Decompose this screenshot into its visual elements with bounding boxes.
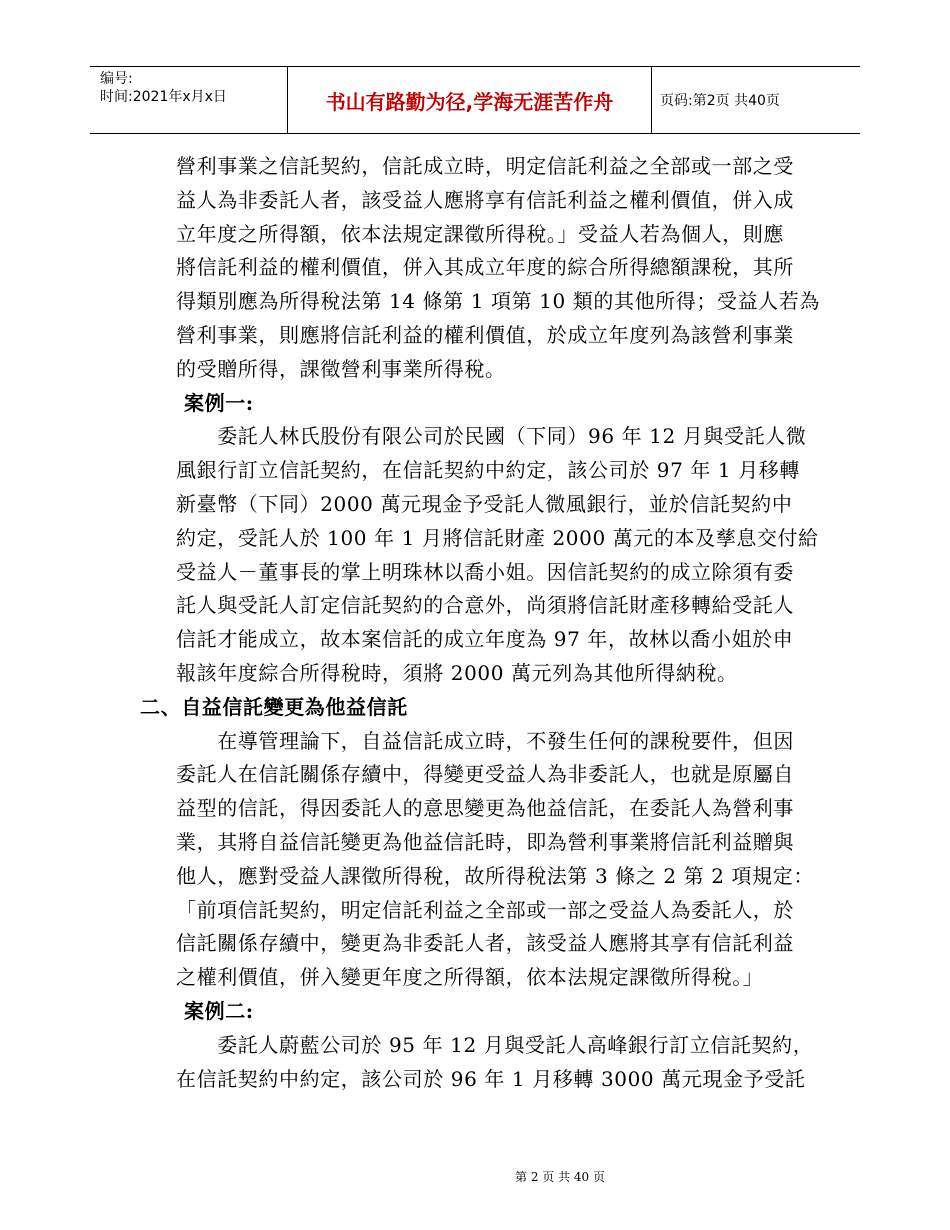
body-line: 在信託契約中約定，該公司於 96 年 1 月移轉 3000 萬元現金予受託 bbox=[176, 1066, 806, 1091]
body-line: 得類別應為所得稅法第 14 條第 1 項第 10 類的其他所得；受益人若為 bbox=[176, 289, 820, 314]
page-header bbox=[90, 66, 860, 134]
number-label: 编号: bbox=[100, 71, 133, 87]
body-line: 新臺幣（下同）2000 萬元現金予受託人微風銀行，並於信託契約中 bbox=[176, 491, 793, 516]
body-line: 之權利價值，併入變更年度之所得額，依本法規定課徵所得稅。」 bbox=[176, 965, 764, 990]
body-line: 信託關係存續中，變更為非委託人者，該受益人應將其享有信託利益 bbox=[176, 931, 794, 956]
body-line: 報該年度綜合所得稅時，須將 2000 萬元列為其他所得納稅。 bbox=[176, 660, 738, 685]
case-heading: 案例一: bbox=[184, 390, 254, 415]
body-line: 立年度之所得額，依本法規定課徵所得稅。」受益人若為個人，則應 bbox=[176, 221, 784, 246]
body-line: 營利事業，則應將信託利益的權利價值，於成立年度列為該營利事業 bbox=[176, 322, 794, 347]
header-motto: 书山有路勤为径,学海无涯苦作舟 bbox=[288, 67, 652, 133]
body-line: 委託人蔚藍公司於 95 年 12 月與受託人高峰銀行訂立信託契約， bbox=[176, 1032, 814, 1057]
body-line: 信託才能成立，故本案信託的成立年度為 97 年，故林以喬小姐於申 bbox=[176, 627, 794, 652]
body-line: 的受贈所得，課徵營利事業所得稅。 bbox=[176, 356, 506, 381]
body-line: 業，其將自益信託變更為他益信託時，即為營利事業將信託利益贈與 bbox=[176, 829, 794, 854]
case-heading: 案例二: bbox=[184, 998, 254, 1023]
body-line: 益型的信託，得因委託人的意思變更為他益信託，在委託人為營利事 bbox=[176, 796, 794, 821]
body-line: 在導管理論下，自益信託成立時，不發生任何的課稅要件，但因 bbox=[176, 728, 794, 753]
body-line: 風銀行訂立信託契約，在信託契約中約定，該公司於 97 年 1 月移轉 bbox=[176, 458, 801, 483]
header-meta bbox=[90, 67, 288, 133]
section-heading: 二、自益信託變更為他益信託 bbox=[140, 694, 408, 719]
body-line: 受益人－董事長的掌上明珠林以喬小姐。因信託契約的成立除須有委 bbox=[176, 559, 794, 584]
body-line: 營利事業之信託契約，信託成立時，明定信託利益之全部或一部之受 bbox=[176, 154, 794, 178]
footer-page-number: 第 2 页 共 40 页 bbox=[515, 1170, 605, 1184]
body-line: 委託人林氏股份有限公司於民國（下同）96 年 12 月與受託人微 bbox=[176, 424, 807, 449]
body-line: 他人，應對受益人課徵所得稅，故所得稅法第 3 條之 2 第 2 項規定： bbox=[176, 863, 814, 888]
document-body bbox=[140, 150, 844, 1096]
body-line: 「前項信託契約，明定信託利益之全部或一部之受益人為委託人，於 bbox=[176, 897, 794, 922]
page-footer bbox=[0, 1168, 950, 1185]
date-label: 时间:2021年x月x日 bbox=[100, 89, 227, 105]
header-page-info: 页码:第2页 共40页 bbox=[660, 93, 780, 109]
body-line: 委託人在信託關係存續中，得變更受益人為非委託人，也就是原屬自 bbox=[176, 762, 794, 787]
body-line: 託人與受託人訂定信託契約的合意外，尚須將信託財產移轉給受託人 bbox=[176, 593, 794, 618]
body-line: 益人為非委託人者，該受益人應將享有信託利益之權利價值，併入成 bbox=[176, 187, 794, 212]
body-line: 將信託利益的權利價值，併入其成立年度的綜合所得總額課稅，其所 bbox=[176, 255, 794, 280]
body-line: 約定，受託人於 100 年 1 月將信託財產 2000 萬元的本及孳息交付給 bbox=[176, 525, 819, 550]
